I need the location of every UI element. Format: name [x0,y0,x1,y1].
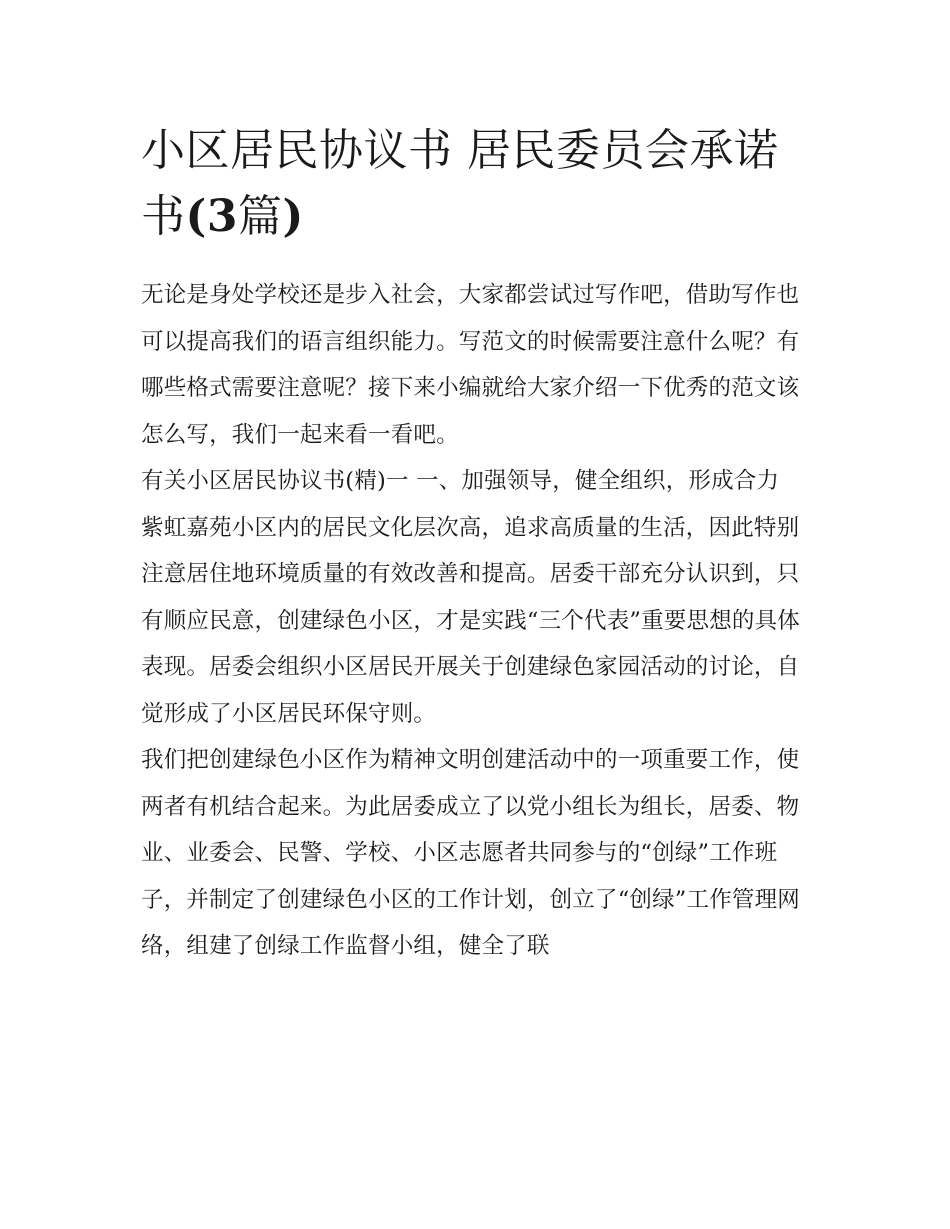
intro-paragraph: 无论是身处学校还是步入社会，大家都尝试过写作吧，借助写作也可以提高我们的语言组织能力。写范文的时候需要注意什么呢？有哪些格式需要注意呢？接下来小编就给大家介绍一下优秀的范文该怎么写，我们一起来看一看吧。 [141,282,800,448]
body-paragraph: 紫虹嘉苑小区内的居民文化层次高，追求高质量的生活，因此特别注意居住地环境质量的有效改善和提高。居委干部充分认识到，只有顺应民意，创建绿色小区，才是实践“三个代表”重要思想的具体表现。居委会组织小区居民开展关于创建绿色家园活动的讨论，自觉形成了小区居民环保守则。 [141,514,801,727]
body-paragraph: 我们把创建绿色小区作为精神文明创建活动中的一项重要工作，使两者有机结合起来。为此居委成立了以党小组长为组长，居委、物业、业委会、民警、学校、小区志愿者共同参与的“创绿”工作班子，并制定了创建绿色小区的工作计划，创立了“创绿”工作管理网络，组建了创绿工作监督小组，健全了联 [141,747,801,959]
document-title: 小区居民协议书 居民委员会承诺书(3篇) [141,125,779,242]
document-content [141,118,813,970]
section-heading-paragraph: 有关小区居民协议书(精)一 一、加强领导，健全组织，形成合力 [141,468,780,494]
